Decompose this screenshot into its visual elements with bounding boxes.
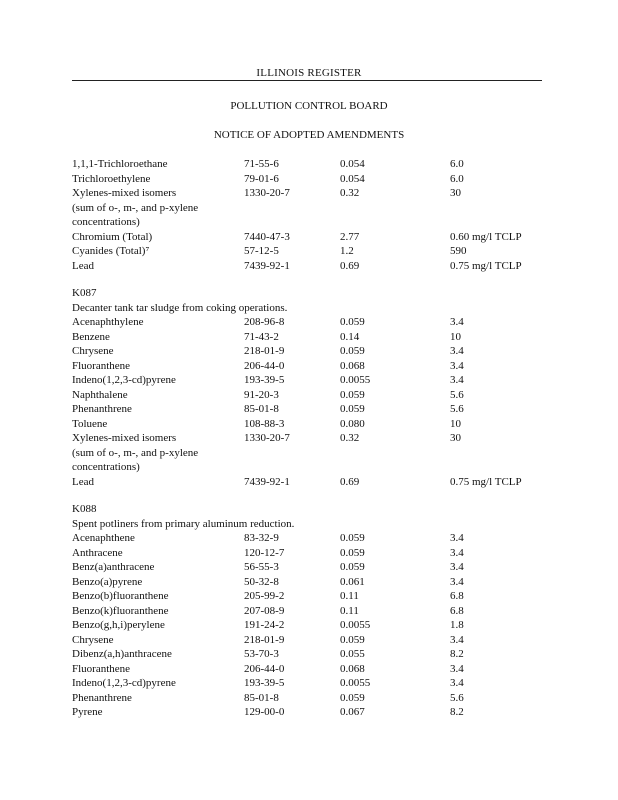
constituent-name: Lead: [72, 259, 94, 272]
constituent-name: Chrysene: [72, 345, 114, 357]
constituent-name: Trichloroethylene: [72, 172, 151, 185]
constituent-name: Chromium (Total): [72, 230, 153, 243]
wastewater-value: 0.055: [340, 648, 365, 660]
wastewater-value: 0.059: [340, 532, 365, 544]
wastewater-value: 0.059: [340, 345, 365, 357]
constituent-name: Chrysene: [72, 633, 114, 646]
k087-continuation: [72, 446, 552, 475]
wastewater-value: 0.059: [340, 388, 365, 401]
nonwastewater-value: 1.8: [450, 619, 464, 631]
table-row: [72, 662, 552, 677]
wastewater-value: 0.059: [340, 316, 365, 328]
table-row: [72, 705, 552, 720]
table-row: [72, 676, 552, 691]
table-row: [72, 589, 552, 604]
cas-number: 120-12-7: [244, 546, 285, 559]
wastewater-value: 1.2: [340, 245, 354, 257]
cas-number: 7439-92-1: [244, 475, 290, 488]
wastewater-value: 0.69: [340, 259, 360, 272]
constituent-name: Benzene: [72, 330, 110, 343]
table-row: [72, 475, 552, 490]
cas-number: 207-08-9: [244, 604, 285, 617]
section-continued: [72, 157, 552, 201]
wastewater-value: 0.059: [340, 403, 365, 415]
cas-number: 57-12-5: [244, 245, 279, 257]
cas-number: 53-70-3: [244, 648, 279, 660]
constituent-name: Cyanides (Total)⁷: [72, 245, 150, 257]
nonwastewater-value: 3.4: [450, 561, 464, 573]
table-row: [72, 230, 552, 245]
continuation-line: (sum of o-, m-, and p-xylene: [72, 446, 199, 459]
waste-code-k088: K088: [72, 503, 97, 515]
table-row: [72, 244, 552, 259]
constituent-name: 1,1,1-Trichloroethane: [72, 158, 168, 170]
waste-description-k088: Spent potliners from primary aluminum reduction.: [72, 517, 295, 530]
nonwastewater-value: 3.4: [450, 316, 464, 328]
cas-number: 193-39-5: [244, 677, 285, 689]
nonwastewater-value: 0.75 mg/l TCLP: [450, 259, 522, 272]
waste-code-k087: K087: [72, 287, 97, 299]
constituent-name: Toluene: [72, 417, 108, 430]
cas-number: 85-01-8: [244, 403, 279, 415]
table-row: [72, 691, 552, 706]
wastewater-value: 0.059: [340, 633, 365, 646]
table-row: [72, 315, 552, 330]
nonwastewater-value: 5.6: [450, 691, 464, 704]
k087-rows-lead: [72, 475, 552, 490]
cas-number: 79-01-6: [244, 172, 279, 185]
nonwastewater-value: 3.4: [450, 575, 464, 588]
wastewater-value: 0.054: [340, 158, 365, 170]
table-row: [72, 359, 552, 374]
nonwastewater-value: 3.4: [450, 662, 464, 675]
wastewater-value: 0.11: [340, 604, 359, 617]
table-row: [72, 604, 552, 619]
wastewater-value: 0.054: [340, 172, 365, 185]
wastewater-value: 0.068: [340, 662, 365, 675]
table-row: [72, 575, 552, 590]
table-row: [72, 388, 552, 403]
nonwastewater-value: 0.75 mg/l TCLP: [450, 475, 522, 488]
wastewater-value: 0.080: [340, 417, 365, 430]
cas-number: 218-01-9: [244, 633, 285, 646]
wastewater-value: 0.32: [340, 187, 360, 199]
k088-rows: [72, 531, 552, 720]
table-row: [72, 344, 552, 359]
continuation-line: (sum of o-, m-, and p-xylene: [72, 201, 199, 214]
nonwastewater-value: 5.6: [450, 403, 464, 415]
wastewater-value: 0.059: [340, 546, 365, 559]
wastewater-value: 0.0055: [340, 677, 371, 689]
table-row: [72, 186, 552, 201]
constituent-name: Benzo(b)fluoranthene: [72, 590, 169, 602]
constituent-name: Xylenes-mixed isomers: [72, 432, 177, 444]
nonwastewater-value: 30: [450, 187, 461, 199]
table-row: [72, 531, 552, 546]
cas-number: 83-32-9: [244, 532, 279, 544]
wastewater-value: 0.32: [340, 432, 360, 444]
cas-number: 71-55-6: [244, 158, 279, 170]
cas-number: 1330-20-7: [244, 432, 290, 444]
continuation-line: concentrations): [72, 461, 140, 473]
wastewater-value: 0.059: [340, 691, 365, 704]
notice-title: NOTICE OF ADOPTED AMENDMENTS: [213, 129, 405, 141]
register-title: ILLINOIS REGISTER: [256, 67, 362, 79]
table-row: [72, 330, 552, 345]
nonwastewater-value: 6.8: [450, 590, 464, 602]
nonwastewater-value: 30: [450, 432, 461, 444]
cas-number: 91-20-3: [244, 388, 279, 401]
cas-number: 50-32-8: [244, 575, 279, 588]
nonwastewater-value: 10: [450, 417, 461, 430]
cas-number: 7440-47-3: [244, 230, 290, 243]
nonwastewater-value: 3.4: [450, 633, 464, 646]
k087-rows: [72, 315, 552, 446]
cas-number: 129-00-0: [244, 706, 285, 718]
header-rule: [72, 80, 542, 81]
wastewater-value: 0.067: [340, 706, 365, 718]
nonwastewater-value: 6.8: [450, 604, 464, 617]
wastewater-value: 0.69: [340, 475, 360, 488]
nonwastewater-value: 3.4: [450, 359, 464, 372]
nonwastewater-value: 8.2: [450, 648, 464, 660]
constituent-name: Fluoranthene: [72, 662, 131, 675]
constituent-name: Acenaphthylene: [72, 316, 144, 328]
constituent-name: Acenaphthene: [72, 532, 135, 544]
table-row: [72, 560, 552, 575]
nonwastewater-value: 10: [450, 330, 461, 343]
table-row: [72, 618, 552, 633]
wastewater-value: 0.14: [340, 330, 360, 343]
wastewater-value: 0.059: [340, 561, 365, 573]
wastewater-value: 0.068: [340, 359, 365, 372]
cas-number: 206-44-0: [244, 359, 285, 372]
cas-number: 71-43-2: [244, 330, 279, 343]
table-row: [72, 647, 552, 662]
cas-number: 208-96-8: [244, 316, 285, 328]
cas-number: 206-44-0: [244, 662, 285, 675]
cas-number: 85-01-8: [244, 691, 279, 704]
wastewater-value: 0.0055: [340, 619, 371, 631]
cas-number: 56-55-3: [244, 561, 279, 573]
constituent-name: Phenanthrene: [72, 403, 132, 415]
cas-number: 193-39-5: [244, 374, 285, 386]
nonwastewater-value: 3.4: [450, 546, 464, 559]
waste-description-k087: Decanter tank tar sludge from coking operations.: [72, 301, 288, 314]
constituent-name: Xylenes-mixed isomers: [72, 187, 177, 199]
constituent-name: Benzo(g,h,i)perylene: [72, 619, 165, 631]
wastewater-value: 2.77: [340, 230, 360, 243]
nonwastewater-value: 6.0: [450, 158, 464, 170]
constituent-name: Benzo(a)pyrene: [72, 575, 143, 588]
table-row: [72, 373, 552, 388]
table-row: [72, 431, 552, 446]
nonwastewater-value: 3.4: [450, 345, 464, 357]
cas-number: 108-88-3: [244, 417, 285, 430]
constituent-name: Anthracene: [72, 546, 123, 559]
nonwastewater-value: 3.4: [450, 374, 464, 386]
section-continued-note: [72, 201, 552, 230]
table-row: [72, 157, 552, 172]
table-row: [72, 546, 552, 561]
constituent-name: Indeno(1,2,3-cd)pyrene: [72, 374, 176, 386]
constituent-name: Naphthalene: [72, 388, 128, 401]
constituent-name: Lead: [72, 475, 94, 488]
wastewater-value: 0.11: [340, 590, 359, 602]
cas-number: 191-24-2: [244, 619, 285, 631]
table-row: [72, 402, 552, 417]
nonwastewater-value: 3.4: [450, 677, 464, 689]
nonwastewater-value: 590: [450, 245, 467, 257]
nonwastewater-value: 8.2: [450, 706, 464, 718]
cas-number: 218-01-9: [244, 345, 285, 357]
nonwastewater-value: 6.0: [450, 172, 464, 185]
constituent-name: Fluoranthene: [72, 359, 131, 372]
table-row: [72, 259, 552, 274]
table-row: [72, 633, 552, 648]
cas-number: 1330-20-7: [244, 187, 290, 199]
section-continued-rows: [72, 230, 552, 274]
constituent-name: Benz(a)anthracene: [72, 561, 155, 573]
table-row: [72, 417, 552, 432]
continuation-line: concentrations): [72, 216, 140, 228]
nonwastewater-value: 5.6: [450, 388, 464, 401]
wastewater-value: 0.061: [340, 575, 365, 588]
constituent-name: Dibenz(a,h)anthracene: [72, 648, 172, 660]
constituent-name: Pyrene: [72, 706, 103, 718]
nonwastewater-value: 0.60 mg/l TCLP: [450, 230, 522, 243]
constituent-name: Benzo(k)fluoranthene: [72, 604, 169, 617]
cas-number: 205-99-2: [244, 590, 285, 602]
table-row: [72, 172, 552, 187]
cas-number: 7439-92-1: [244, 259, 290, 272]
constituent-name: Phenanthrene: [72, 691, 132, 704]
board-name: POLLUTION CONTROL BOARD: [230, 100, 388, 112]
waste-table: [72, 157, 552, 720]
wastewater-value: 0.0055: [340, 374, 371, 386]
nonwastewater-value: 3.4: [450, 532, 464, 544]
constituent-name: Indeno(1,2,3-cd)pyrene: [72, 677, 176, 689]
